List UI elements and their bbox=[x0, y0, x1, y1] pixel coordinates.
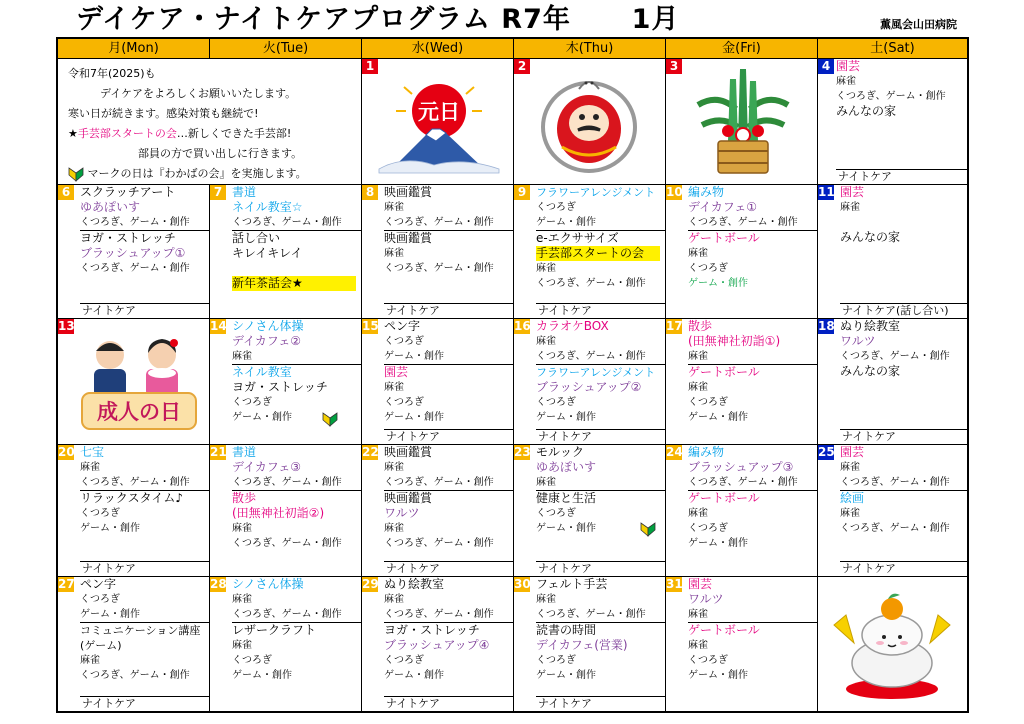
activity: フラワーアレンジメント bbox=[536, 366, 656, 379]
night-care-label: ナイトケア bbox=[836, 169, 967, 184]
day-number: 18 bbox=[818, 319, 835, 333]
day-number: 22 bbox=[362, 445, 379, 459]
activity: ワルツ bbox=[384, 506, 420, 520]
activity: 映画鑑賞 bbox=[384, 491, 433, 505]
notice-cell bbox=[58, 59, 362, 185]
activity: デイカフェ(営業) bbox=[536, 638, 628, 652]
activity-detail: ゲーム・創作 bbox=[536, 217, 596, 228]
activity-highlight: 手芸部スタートの会 bbox=[536, 246, 660, 261]
activity: リラックスタイム♪ bbox=[80, 491, 184, 505]
activity: 園芸 bbox=[836, 59, 861, 73]
activity: ゲートボール bbox=[688, 491, 760, 505]
activity: 映画鑑賞 bbox=[384, 185, 433, 199]
activity-detail: ゲーム・創作 bbox=[384, 351, 444, 362]
activity-detail: 麻雀 bbox=[536, 263, 556, 274]
empty-cell bbox=[818, 577, 967, 711]
activity-detail: くつろぎ、ゲーム・創作 bbox=[232, 477, 342, 488]
day-number: 23 bbox=[514, 445, 531, 459]
activity: ぬり絵教室 bbox=[840, 319, 901, 333]
day-cell bbox=[514, 445, 666, 577]
day-cell bbox=[58, 319, 210, 445]
day-number: 15 bbox=[362, 319, 379, 333]
activity: (田無神社初詣①) bbox=[688, 334, 781, 348]
notice-line: 部員の方で買い出しに行きます。 bbox=[138, 147, 303, 160]
day-number: 25 bbox=[818, 445, 835, 459]
day-number: 9 bbox=[514, 185, 530, 200]
activity-detail: ゲーム・創作 bbox=[384, 412, 444, 423]
activity-detail: くつろぎ bbox=[688, 397, 728, 408]
title-main: デイケア・ナイトケアプログラム bbox=[76, 4, 491, 35]
day-cell bbox=[58, 185, 210, 319]
night-care-label: ナイトケア bbox=[80, 696, 209, 711]
activity-detail: 麻雀 bbox=[688, 248, 708, 259]
activity-detail: くつろぎ、ゲーム・創作 bbox=[232, 217, 342, 228]
weekday-header-mon: 月(Mon) bbox=[58, 39, 210, 59]
star-mark: ★ bbox=[68, 127, 78, 140]
activity-detail: くつろぎ bbox=[688, 655, 728, 666]
day-number: 13 bbox=[58, 319, 75, 333]
activity: シノさん体操 bbox=[232, 577, 304, 591]
day-number: 30 bbox=[514, 577, 531, 591]
activity: 編み物 bbox=[688, 445, 725, 459]
activity: ぬり絵教室 bbox=[384, 577, 445, 591]
title-month: 1月 bbox=[631, 4, 680, 35]
activity: ゲートボール bbox=[688, 231, 760, 245]
activity-detail: ゲーム・創作 bbox=[688, 538, 748, 549]
day-number: 1 bbox=[362, 59, 378, 74]
night-care-label: ナイトケア bbox=[384, 429, 513, 444]
activity: 七宝 bbox=[80, 445, 105, 459]
day-number: 17 bbox=[666, 319, 683, 333]
activity-detail: くつろぎ、ゲーム・創作 bbox=[384, 609, 494, 620]
activity-detail: ゲーム・創作 bbox=[536, 670, 596, 681]
activity: ブラッシュアップ② bbox=[536, 380, 642, 394]
weekday-header-tue: 火(Tue) bbox=[210, 39, 362, 59]
notice-line: 令和7年(2025)も bbox=[68, 67, 156, 80]
night-care-label: ナイトケア bbox=[384, 303, 513, 318]
activity: 映画鑑賞 bbox=[384, 231, 433, 245]
activity: ブラッシュアップ④ bbox=[384, 638, 490, 652]
day-number: 10 bbox=[666, 185, 683, 199]
activity: e-エクササイズ bbox=[536, 231, 619, 245]
activity: ゆあぽいす bbox=[536, 460, 597, 474]
activity-detail: 麻雀 bbox=[688, 609, 708, 620]
activity-detail: くつろぎ bbox=[384, 655, 424, 666]
activity: 編み物 bbox=[688, 185, 725, 199]
activity-detail: くつろぎ、ゲーム・創作 bbox=[536, 351, 646, 362]
activity: ヨガ・ストレッチ bbox=[232, 380, 328, 394]
activity: みんなの家 bbox=[836, 104, 897, 118]
activity-detail: 麻雀 bbox=[688, 351, 708, 362]
activity: ネイル教室☆ bbox=[232, 200, 303, 214]
weekday-header-fri: 金(Fri) bbox=[666, 39, 818, 59]
page-title bbox=[76, 4, 679, 36]
activity-detail: 麻雀 bbox=[80, 655, 100, 666]
day-number: 16 bbox=[514, 319, 531, 333]
activity: ヨガ・ストレッチ bbox=[80, 231, 176, 245]
day-number: 11 bbox=[818, 185, 835, 199]
kagamimochi-illustration bbox=[832, 585, 952, 703]
day-cell bbox=[210, 577, 362, 711]
activity-detail: くつろぎ、ゲーム・創作 bbox=[80, 477, 190, 488]
activity: 絵画 bbox=[840, 491, 865, 505]
day-number: 21 bbox=[210, 445, 227, 459]
day-cell bbox=[818, 445, 967, 577]
activity-detail: 麻雀 bbox=[536, 336, 556, 347]
activity-detail: 麻雀 bbox=[840, 202, 860, 213]
activity-detail: くつろぎ bbox=[80, 594, 120, 605]
activity: 話し合い bbox=[232, 231, 281, 245]
activity: 読書の時間 bbox=[536, 623, 597, 637]
day-number: 7 bbox=[210, 185, 226, 200]
activity-detail: 麻雀 bbox=[384, 382, 404, 393]
seijin-illustration bbox=[76, 329, 202, 439]
activity-detail: 麻雀 bbox=[840, 462, 860, 473]
activity: キレイキレイ bbox=[232, 246, 303, 260]
activity-detail: 麻雀 bbox=[688, 640, 708, 651]
day-cell bbox=[514, 319, 666, 445]
notice-line: デイケアをよろしくお願いいたします。 bbox=[100, 87, 297, 100]
activity-detail: くつろぎ、ゲーム・創作 bbox=[80, 217, 190, 228]
activity: シノさん体操 bbox=[232, 319, 304, 333]
day-cell bbox=[210, 445, 362, 577]
activity: みんなの家 bbox=[840, 364, 901, 378]
activity-detail: ゲーム・創作 bbox=[536, 412, 596, 423]
night-care-label: ナイトケア bbox=[384, 561, 513, 576]
activity-detail: 麻雀 bbox=[232, 351, 252, 362]
notice-text bbox=[68, 64, 307, 184]
activity-detail: ゲーム・創作 bbox=[688, 278, 748, 289]
activity-detail: くつろぎ bbox=[688, 263, 728, 274]
wakaba-mark-icon bbox=[322, 411, 338, 427]
wakaba-mark-icon bbox=[68, 166, 84, 182]
activity: 散歩 bbox=[232, 491, 257, 505]
organization-name: 薫風会山田病院 bbox=[880, 18, 957, 31]
activity-highlight: 新年茶話会★ bbox=[232, 276, 356, 291]
gantan-text: 元日 bbox=[418, 100, 460, 124]
activity: (田無神社初詣②) bbox=[232, 506, 325, 520]
day-number: 24 bbox=[666, 445, 683, 459]
activity: ワルツ bbox=[688, 592, 724, 606]
night-care-label: ナイトケア bbox=[536, 303, 665, 318]
activity-detail: ゲーム・創作 bbox=[384, 670, 444, 681]
weekday-header-wed: 水(Wed) bbox=[362, 39, 514, 59]
day-cell bbox=[362, 445, 514, 577]
day-cell bbox=[514, 577, 666, 711]
night-care-label: ナイトケア bbox=[80, 561, 209, 576]
activity-detail: くつろぎ bbox=[688, 523, 728, 534]
seijin-text: 成人の日 bbox=[97, 400, 181, 424]
night-care-label: ナイトケア bbox=[840, 429, 967, 444]
activity: デイカフェ① bbox=[688, 200, 757, 214]
night-care-label: ナイトケア bbox=[536, 429, 665, 444]
day-number: 27 bbox=[58, 577, 75, 591]
day-cell bbox=[818, 59, 967, 185]
calendar-grid bbox=[56, 37, 969, 713]
day-number: 6 bbox=[58, 185, 74, 200]
activity-detail: 麻雀 bbox=[688, 382, 708, 393]
night-care-label: ナイトケア bbox=[536, 696, 665, 711]
activity: 園芸 bbox=[840, 445, 865, 459]
activity-detail: くつろぎ、ゲーム・創作 bbox=[688, 217, 798, 228]
activity-detail: くつろぎ、ゲーム・創作 bbox=[384, 477, 494, 488]
day-cell bbox=[362, 59, 514, 185]
activity-detail: ゲーム・創作 bbox=[688, 412, 748, 423]
day-cell bbox=[666, 319, 818, 445]
activity: みんなの家 bbox=[840, 230, 901, 244]
day-cell bbox=[666, 185, 818, 319]
day-cell bbox=[818, 185, 967, 319]
day-number: 3 bbox=[666, 59, 682, 74]
activity: スクラッチアート bbox=[80, 185, 176, 199]
activity-detail: くつろぎ、ゲーム・創作 bbox=[384, 263, 494, 274]
activity-detail: くつろぎ、ゲーム・創作 bbox=[384, 217, 494, 228]
activity-detail: ゲーム・創作 bbox=[80, 609, 140, 620]
activity: フェルト手芸 bbox=[536, 577, 608, 591]
activity: ペン字 bbox=[80, 577, 117, 591]
activity-detail: 麻雀 bbox=[840, 508, 860, 519]
activity-detail: くつろぎ bbox=[232, 655, 272, 666]
weekday-header-thu: 木(Thu) bbox=[514, 39, 666, 59]
activity-detail: くつろぎ、ゲーム・創作 bbox=[840, 523, 950, 534]
activity-detail: 麻雀 bbox=[536, 477, 556, 488]
activity: モルック bbox=[536, 445, 585, 459]
activity-detail: ゲーム・創作 bbox=[80, 523, 140, 534]
day-number: 2 bbox=[514, 59, 530, 74]
activity: デイカフェ③ bbox=[232, 460, 301, 474]
title-year: R7年 bbox=[501, 4, 571, 35]
day-cell bbox=[58, 577, 210, 711]
activity-detail: くつろぎ、ゲーム・創作 bbox=[840, 477, 950, 488]
daruma-illustration bbox=[534, 67, 644, 179]
day-number: 29 bbox=[362, 577, 379, 591]
activity: 散歩 bbox=[688, 319, 713, 333]
activity-detail: くつろぎ bbox=[536, 655, 576, 666]
activity: カラオケBOX bbox=[536, 319, 609, 333]
day-cell bbox=[362, 577, 514, 711]
activity: 映画鑑賞 bbox=[384, 445, 433, 459]
activity: 健康と生活 bbox=[536, 491, 597, 505]
activity-detail: くつろぎ、ゲーム・創作 bbox=[840, 351, 950, 362]
activity-detail: ゲーム・創作 bbox=[688, 670, 748, 681]
day-cell bbox=[362, 185, 514, 319]
activity-detail: 麻雀 bbox=[232, 640, 252, 651]
activity: ネイル教室 bbox=[232, 365, 292, 379]
activity: ヨガ・ストレッチ bbox=[384, 623, 480, 637]
activity-detail: 麻雀 bbox=[688, 508, 708, 519]
day-number: 20 bbox=[58, 445, 75, 459]
activity-detail: くつろぎ、ゲーム・創作 bbox=[384, 538, 494, 549]
day-cell bbox=[514, 59, 666, 185]
activity: 書道 bbox=[232, 445, 257, 459]
activity-detail: 麻雀 bbox=[384, 462, 404, 473]
activity: デイカフェ② bbox=[232, 334, 301, 348]
activity-detail: 麻雀 bbox=[384, 202, 404, 213]
activity-detail: くつろぎ bbox=[384, 397, 424, 408]
activity-detail: くつろぎ bbox=[232, 397, 272, 408]
day-number: 14 bbox=[210, 319, 227, 333]
activity: フラワーアレンジメント bbox=[536, 186, 656, 199]
night-care-label: ナイトケア(話し合い) bbox=[840, 303, 967, 318]
day-number: 4 bbox=[818, 59, 834, 74]
day-cell bbox=[210, 319, 362, 445]
activity-detail: 麻雀 bbox=[384, 248, 404, 259]
day-cell bbox=[362, 319, 514, 445]
notice-line: 寒い日が続きます。感染対策も継続で! bbox=[68, 107, 259, 120]
activity-detail: 麻雀 bbox=[80, 462, 100, 473]
notice-line: …新しくできた手芸部! bbox=[176, 127, 292, 140]
activity: ブラッシュアップ③ bbox=[688, 460, 794, 474]
kadomatsu-illustration bbox=[688, 65, 798, 181]
notice-highlight: 手芸部スタートの会 bbox=[77, 127, 177, 140]
day-number: 8 bbox=[362, 185, 378, 200]
activity-detail: くつろぎ bbox=[80, 508, 120, 519]
activity-detail: くつろぎ、ゲーム・創作 bbox=[80, 670, 190, 681]
day-cell bbox=[514, 185, 666, 319]
activity-detail: くつろぎ、ゲーム・創作 bbox=[688, 477, 798, 488]
activity: ブラッシュアップ① bbox=[80, 246, 186, 260]
activity-detail: 麻雀 bbox=[232, 523, 252, 534]
notice-line: マークの日は『わかばの会』を実施します。 bbox=[87, 167, 307, 180]
activity-detail: くつろぎ、ゲーム・創作 bbox=[536, 278, 646, 289]
day-cell bbox=[818, 319, 967, 445]
activity-detail: 麻雀 bbox=[384, 523, 404, 534]
day-cell bbox=[666, 577, 818, 711]
day-cell bbox=[666, 59, 818, 185]
activity-detail: くつろぎ、ゲーム・創作 bbox=[232, 609, 342, 620]
activity-detail: くつろぎ bbox=[536, 202, 576, 213]
activity-detail: 麻雀 bbox=[536, 594, 556, 605]
activity-detail: ゲーム・創作 bbox=[232, 670, 292, 681]
day-cell bbox=[58, 445, 210, 577]
night-care-label: ナイトケア bbox=[80, 303, 209, 318]
activity: コミュニケーション講座 bbox=[80, 624, 201, 637]
weekday-header-sat: 土(Sat) bbox=[818, 39, 967, 59]
activity: (ゲーム) bbox=[80, 639, 122, 652]
activity: ペン字 bbox=[384, 319, 421, 333]
gantan-illustration bbox=[374, 69, 504, 179]
night-care-label: ナイトケア bbox=[384, 696, 513, 711]
activity-detail: くつろぎ、ゲーム・創作 bbox=[836, 91, 946, 102]
activity: ワルツ bbox=[840, 334, 876, 348]
activity: 園芸 bbox=[840, 185, 865, 199]
activity-detail: 麻雀 bbox=[232, 594, 252, 605]
day-number: 31 bbox=[666, 577, 683, 591]
day-cell bbox=[210, 185, 362, 319]
activity-detail: 麻雀 bbox=[836, 76, 856, 87]
activity-detail: くつろぎ bbox=[384, 336, 424, 347]
activity: 園芸 bbox=[384, 365, 409, 379]
activity-detail: くつろぎ、ゲーム・創作 bbox=[536, 609, 646, 620]
activity-detail: くつろぎ bbox=[536, 508, 576, 519]
activity: 園芸 bbox=[688, 577, 713, 591]
activity-detail: くつろぎ、ゲーム・創作 bbox=[232, 538, 342, 549]
activity-detail: くつろぎ、ゲーム・創作 bbox=[80, 263, 190, 274]
day-cell bbox=[666, 445, 818, 577]
night-care-label: ナイトケア bbox=[840, 561, 967, 576]
activity: ゆあぽいす bbox=[80, 200, 141, 214]
wakaba-mark-icon bbox=[640, 521, 656, 537]
activity-detail: ゲーム・創作 bbox=[536, 523, 596, 534]
activity: ゲートボール bbox=[688, 623, 760, 637]
day-number: 28 bbox=[210, 577, 227, 591]
activity: レザークラフト bbox=[232, 623, 317, 637]
activity-detail: 麻雀 bbox=[384, 594, 404, 605]
activity: ゲートボール bbox=[688, 365, 760, 379]
activity: 書道 bbox=[232, 185, 257, 199]
activity-detail: ゲーム・創作 bbox=[232, 412, 292, 423]
activity-detail: くつろぎ bbox=[536, 397, 576, 408]
night-care-label: ナイトケア bbox=[536, 561, 665, 576]
